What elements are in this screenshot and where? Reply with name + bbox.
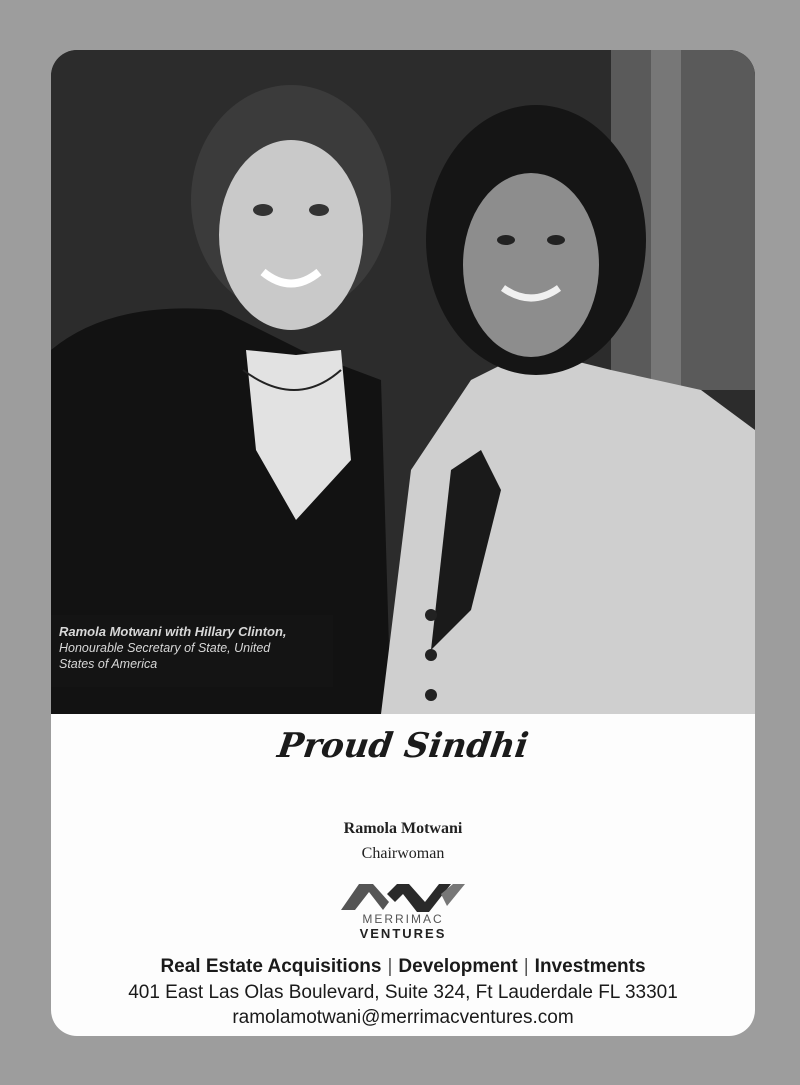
service-investments: Investments [534,956,646,977]
caption-line-1: Ramola Motwani with Hillary Clinton, [59,624,287,639]
logo-text-merrimac: MERRIMAC [362,912,444,926]
service-acquisitions: Real Estate Acquisitions [160,956,382,977]
email-address[interactable]: ramolamotwani@merrimacventures.com [232,1007,574,1028]
separator: | [387,956,393,977]
merrimac-ventures-logo-mark-icon [341,880,465,914]
portrait-photo [51,50,755,714]
logo-text-ventures: VENTURES [359,926,447,941]
services-line [51,956,755,978]
headline-script: Proud Sindhi [275,726,531,766]
advertisement-card [51,50,755,1036]
caption-line-3: States of America [59,657,158,671]
separator: | [523,956,529,977]
address-line: 401 East Las Olas Boulevard, Suite 324, Ft Lauderdale FL 33301 [128,982,678,1003]
service-development: Development [398,956,518,977]
person-name: Ramola Motwani [343,820,463,837]
photo-caption [51,615,333,687]
person-title: Chairwoman [361,845,445,862]
caption-line-2: Honourable Secretary of State, United [59,641,271,655]
